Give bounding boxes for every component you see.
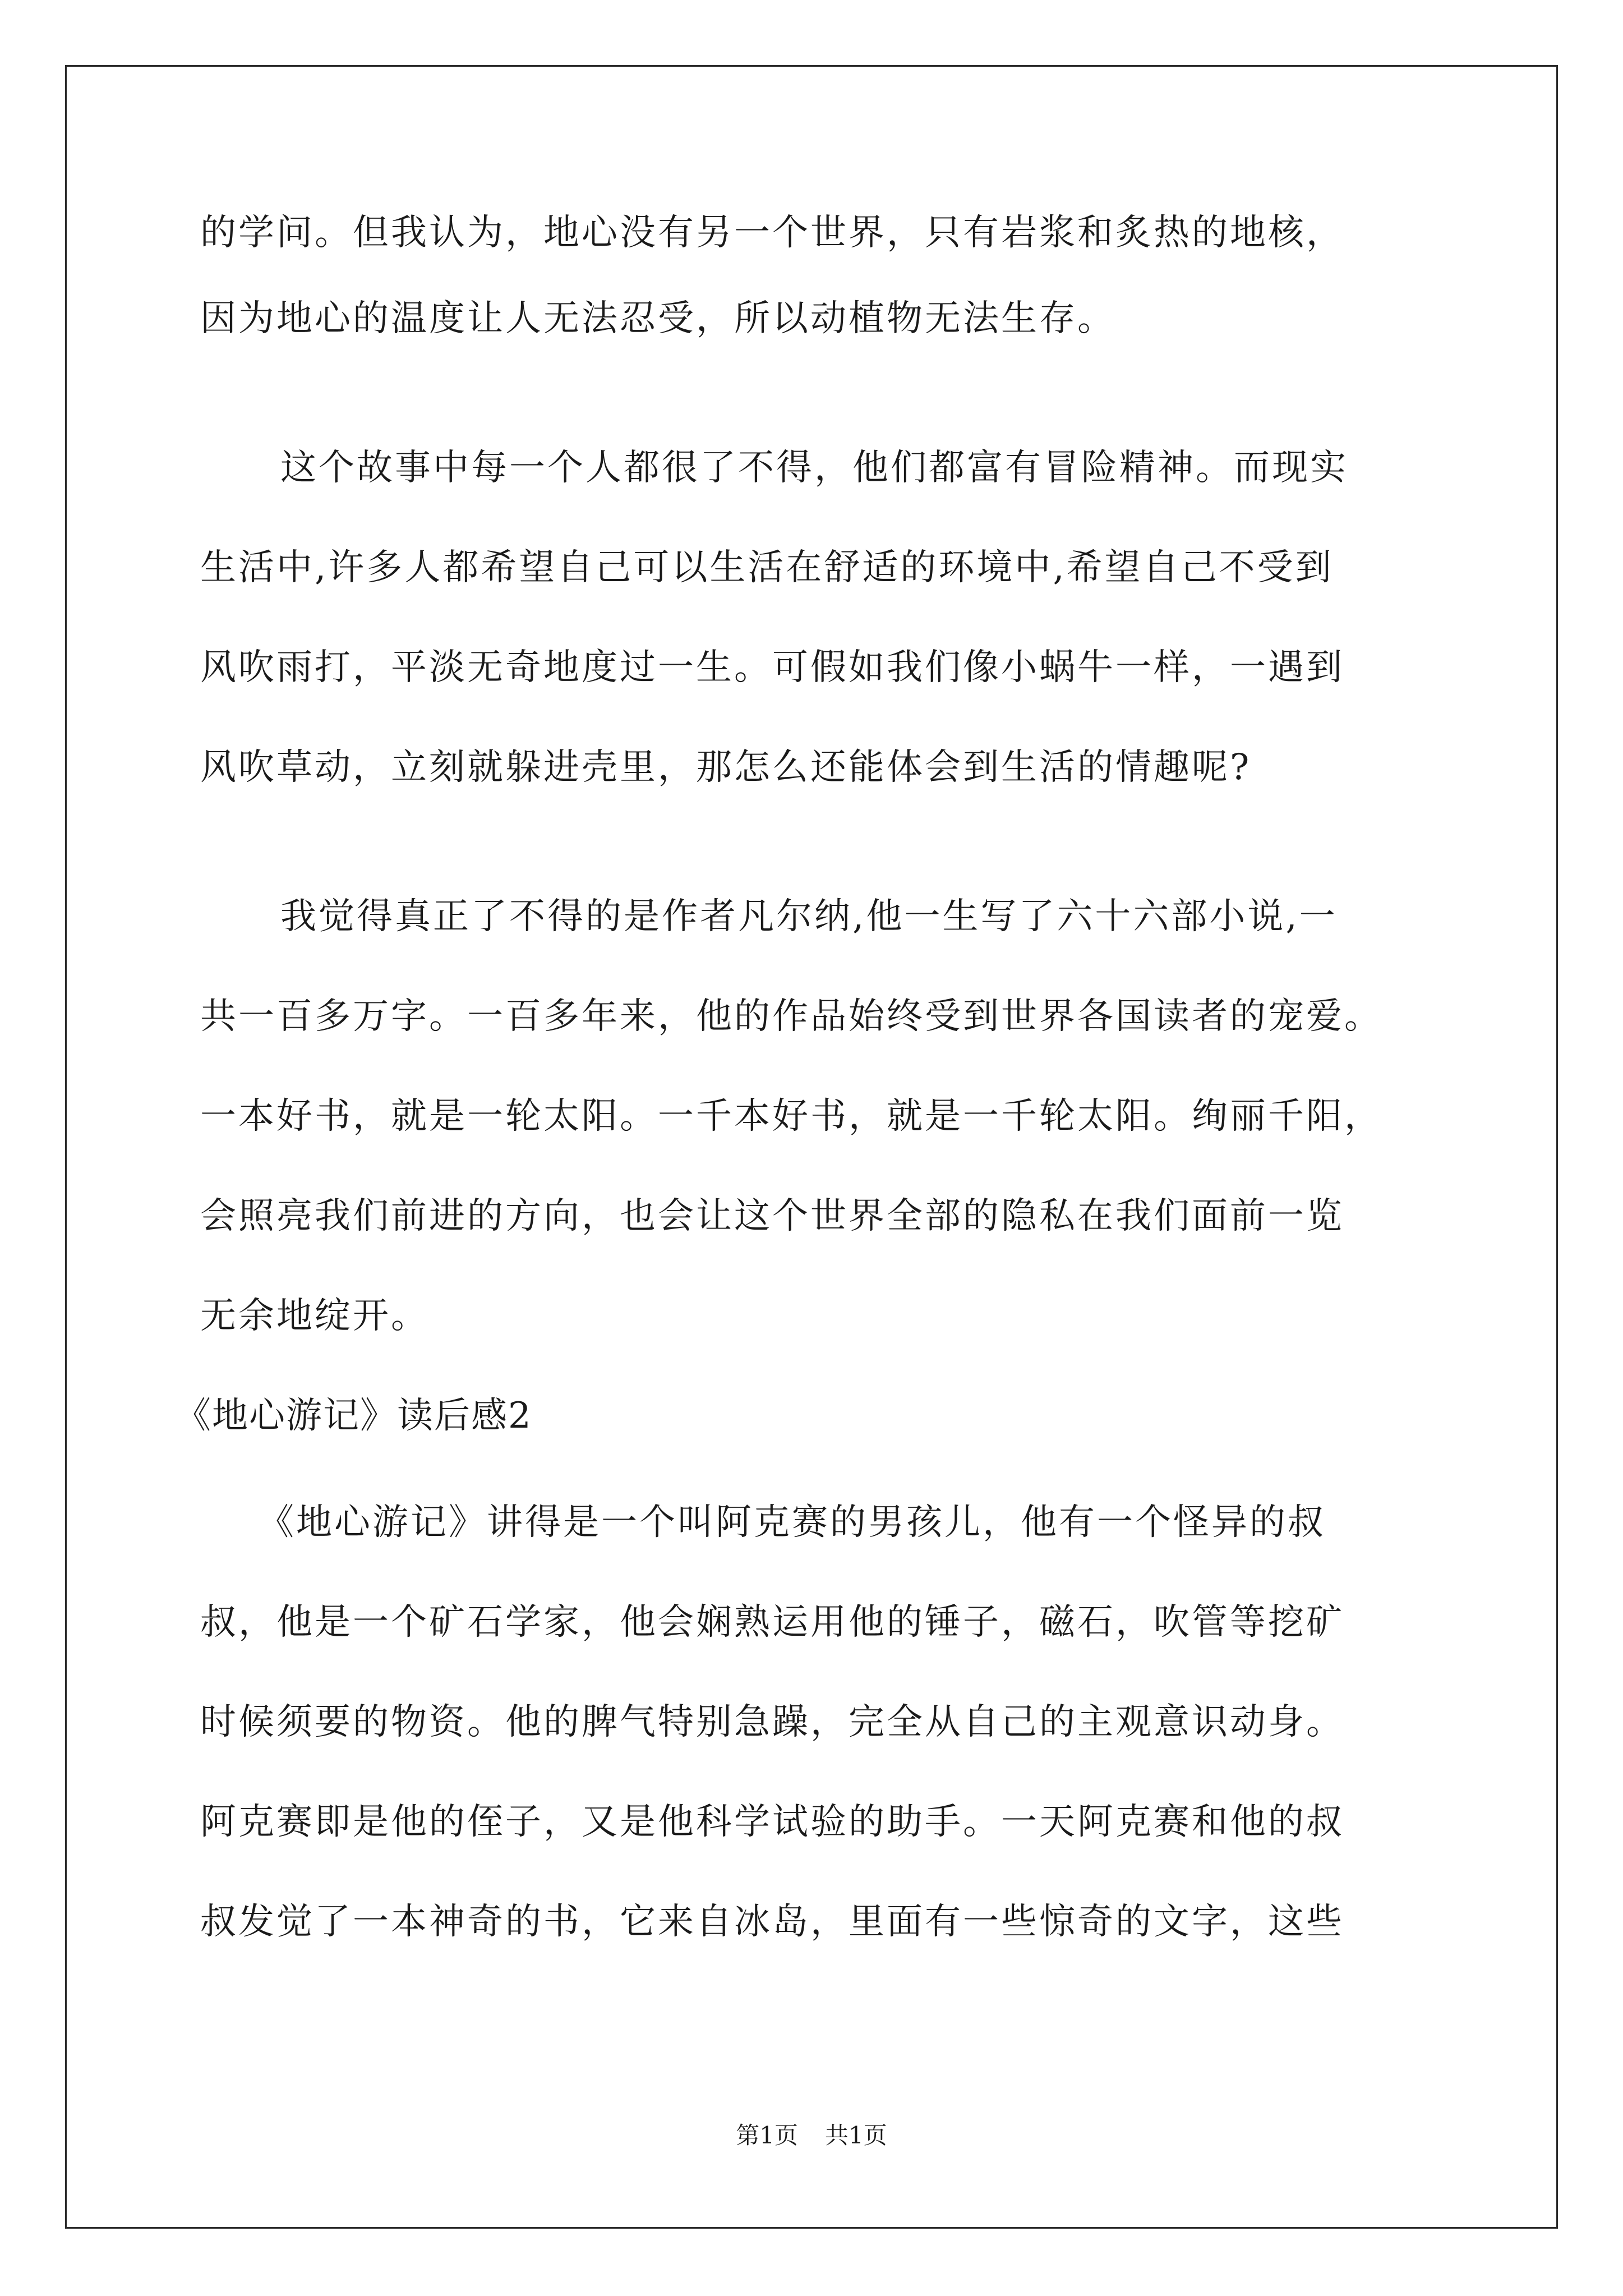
body-line: 会照亮我们前进的方向，也会让这个世界全部的隐私在我们面前一览 bbox=[200, 1195, 1344, 1237]
body-line: 风吹雨打，平淡无奇地度过一生。可假如我们像小蜗牛一样，一遇到 bbox=[200, 647, 1344, 688]
body-line: 一本好书，就是一轮太阳。一千本好书，就是一千轮太阳。绚丽千阳， bbox=[200, 1096, 1382, 1137]
body-line: 叔发觉了一本神奇的书，它来自冰岛，里面有一些惊奇的文字，这些 bbox=[200, 1901, 1344, 1943]
body-line: 阿克赛即是他的侄子，又是他科学试验的助手。一天阿克赛和他的叔 bbox=[200, 1801, 1344, 1843]
page-total: 共1页 bbox=[825, 2122, 887, 2149]
page-footer bbox=[0, 2120, 1623, 2151]
body-line: 风吹草动，立刻就躲进壳里，那怎么还能体会到生活的情趣呢? bbox=[200, 747, 1252, 788]
body-line: 生活中,许多人都希望自己可以生活在舒适的环境中,希望自己不受到 bbox=[200, 547, 1334, 588]
body-line: 无余地绽开。 bbox=[200, 1295, 429, 1337]
body-line: 时候须要的物资。他的脾气特别急躁，完全从自己的主观意识动身。 bbox=[200, 1701, 1344, 1743]
body-line: 共一百多万字。一百多年来，他的作品始终受到世界各国读者的宠爱。 bbox=[200, 996, 1382, 1037]
body-line: 因为地心的温度让人无法忍受，所以动植物无法生存。 bbox=[200, 298, 1115, 339]
body-line: 的学问。但我认为，地心没有另一个世界，只有岩浆和炙热的地核， bbox=[200, 212, 1344, 254]
paragraph-first-line: 我觉得真正了不得的是作者凡尔纳,他一生写了六十六部小说,一 bbox=[280, 896, 1338, 937]
page-number: 第1页 bbox=[736, 2122, 798, 2149]
body-line: 叔，他是一个矿石学家，他会娴熟运用他的锤子，磁石，吹管等挖矿 bbox=[200, 1602, 1344, 1643]
paragraph-first-line: 《地心游记》讲得是一个叫阿克赛的男孩儿，他有一个怪异的叔 bbox=[258, 1502, 1326, 1543]
section-heading: 《地心游记》读后感2 bbox=[175, 1395, 532, 1437]
paragraph-first-line: 这个故事中每一个人都很了不得，他们都富有冒险精神。而现实 bbox=[280, 447, 1348, 489]
